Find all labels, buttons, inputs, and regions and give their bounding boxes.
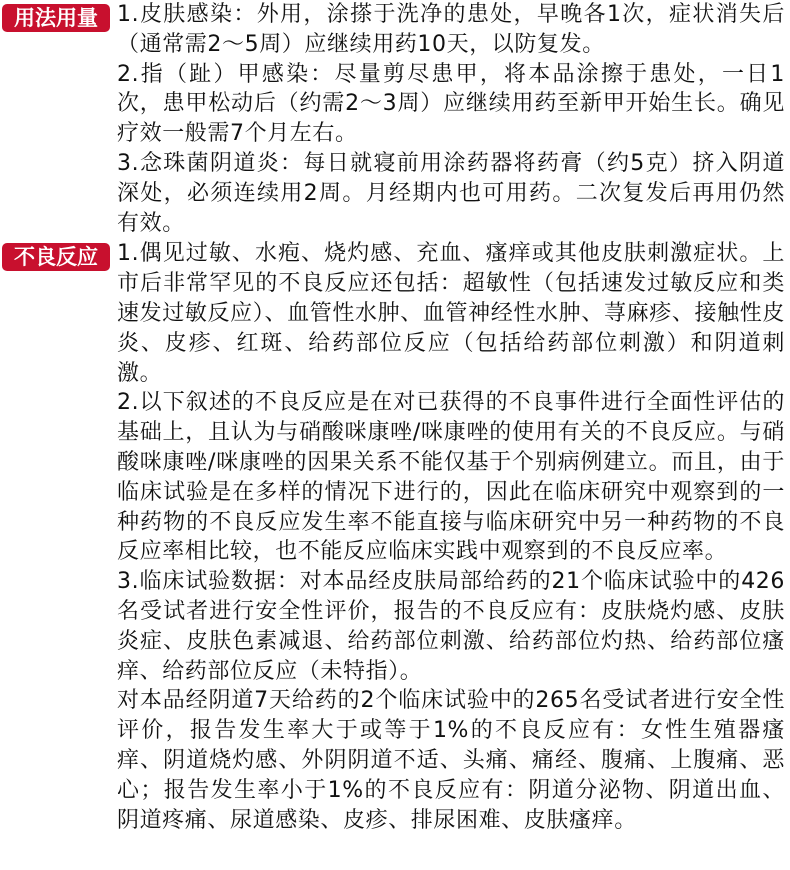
adverse-reactions-badge: 不良反应 xyxy=(2,243,110,271)
usage-item-2: 2.指（趾）甲感染：尽量剪尽患甲，将本品涂擦于患处，一日1次，患甲松动后（约需2～3周）应继续用药至新甲开始生长。确见疗效一般需7个月左右。 xyxy=(117,61,785,147)
adverse-item-3: 3.临床试验数据：对本品经皮肤局部给药的21个临床试验中的426名受试者进行安全性评价，报告的不良反应有：皮肤烧灼感、皮肤炎症、皮肤色素减退、给药部位刺激、给药部位灼热、给药部位瘙痒、给药部位反应（未特指）。 xyxy=(117,569,785,684)
usage-dosage-section xyxy=(0,0,790,238)
usage-dosage-badge: 用法用量 xyxy=(2,4,110,32)
adverse-item-2: 2.以下叙述的不良反应是在对已获得的不良事件进行全面性评估的基础上，且认为与硝酸咪康唑/咪康唑的使用有关的不良反应。与硝酸咪康唑/咪康唑的因果关系不能仅基于个别病例建立。而且，由于临床试验是在多样的情况下进行的，因此在临床研究中观察到的一种药物的不良反应发生率不能直接与临床研究中另一种药物的不良反应率相比较，也不能反应临床实践中观察到的不良反应率。 xyxy=(117,390,785,565)
adverse-item-3-vaginal: 对本品经阴道7天给药的2个临床试验中的265名受试者进行安全性评价，报告发生率大于或等于1%的不良反应有：女性生殖器瘙痒、阴道烧灼感、外阴阴道不适、头痛、痛经、腹痛、上腹痛、恶心；报告发生率小于1%的不良反应有：阴道分泌物、阴道出血、阴道疼痛、尿道感染、皮疹、排尿困难、皮肤瘙痒。 xyxy=(117,688,785,833)
usage-item-1: 1.皮肤感染：外用，涂搽于洗净的患处，早晚各1次，症状消失后（通常需2～5周）应继续用药10天，以防复发。 xyxy=(117,2,785,57)
adverse-item-1: 1.偶见过敏、水疱、烧灼感、充血、瘙痒或其他皮肤刺激症状。上市后非常罕见的不良反应还包括：超敏性（包括速发过敏反应和类速发过敏反应）、血管性水肿、血管神经性水肿、荨麻疹、接触性皮炎、皮疹、红斑、给药部位反应（包括给药部位刺激）和阴道刺激。 xyxy=(117,241,785,386)
usage-item-3: 3.念珠菌阴道炎：每日就寝前用涂药器将药膏（约5克）挤入阴道深处，必须连续用2周。月经期内也可用药。二次复发后再用仍然有效。 xyxy=(117,150,785,236)
adverse-reactions-section xyxy=(0,239,790,835)
